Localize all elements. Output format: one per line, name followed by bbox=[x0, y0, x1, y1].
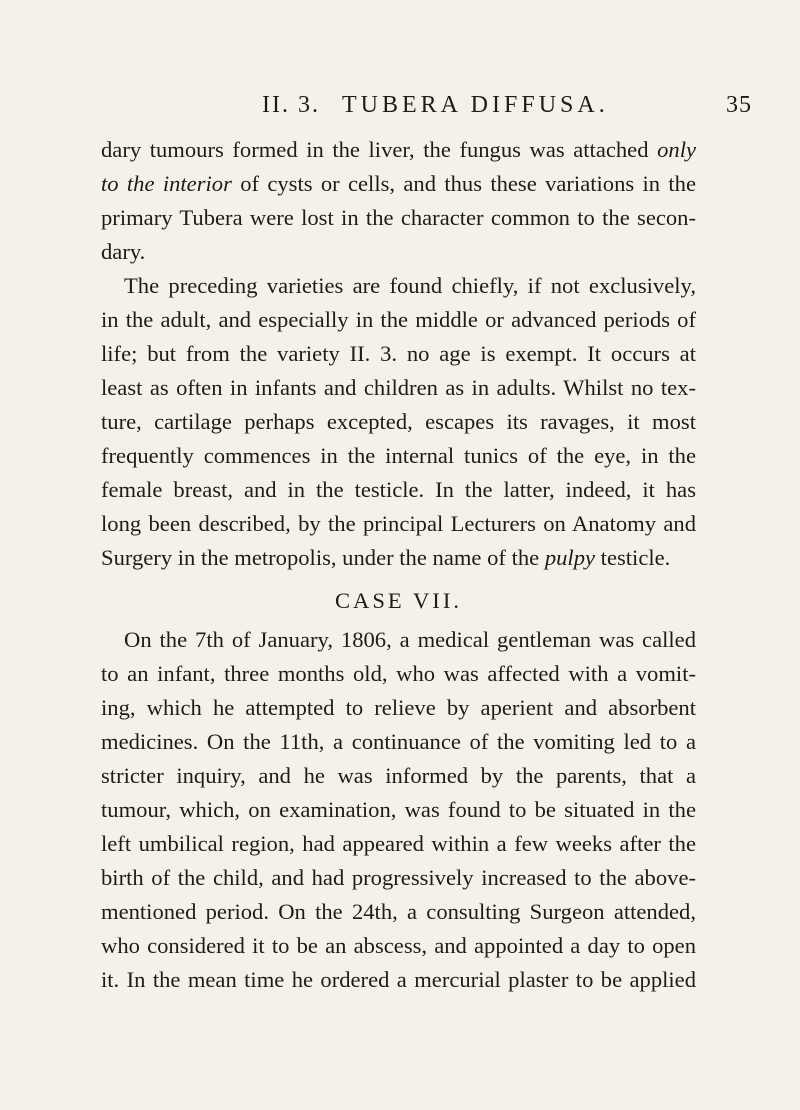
chapter-title: TUBERA DIFFUSA. bbox=[342, 92, 609, 118]
italic-text: pulpy bbox=[544, 545, 596, 570]
text-line bbox=[101, 623, 696, 657]
text-line bbox=[101, 759, 696, 793]
italic-text: only bbox=[657, 137, 696, 162]
line-text: medicines. On the 11th, a continuance of the vomiting led to a bbox=[101, 729, 696, 754]
text-line bbox=[101, 725, 696, 759]
text-line bbox=[101, 507, 696, 541]
line-text: tumour, which, on examination, was found to be situated in the bbox=[101, 797, 696, 822]
line-text: frequently commences in the internal tunics of the eye, in the bbox=[101, 443, 696, 468]
text-line bbox=[101, 473, 696, 507]
text-line bbox=[101, 167, 696, 201]
text-line bbox=[101, 861, 696, 895]
line-text: in the adult, and especially in the middle or advanced periods of bbox=[101, 307, 696, 332]
line-text: long been described, by the principal Lecturers on Anatomy and bbox=[101, 511, 696, 536]
text-line bbox=[101, 895, 696, 929]
line-text: mentioned period. On the 24th, a consulting Surgeon attended, bbox=[101, 899, 696, 924]
line-text-continued: of cysts or cells, and thus these variations in the bbox=[231, 171, 696, 196]
text-line bbox=[101, 235, 696, 269]
line-text: left umbilical region, had appeared within a few weeks after the bbox=[101, 831, 696, 856]
line-text: ture, cartilage perhaps excepted, escapes its ravages, it most bbox=[101, 409, 696, 434]
line-text: dary. bbox=[101, 239, 146, 264]
line-text: On the 7th of January, 1806, a medical gentleman was called bbox=[124, 627, 696, 652]
text-line bbox=[101, 405, 696, 439]
line-text: birth of the child, and had progressively increased to the above- bbox=[101, 865, 696, 890]
text-line bbox=[101, 929, 696, 963]
line-text: to an infant, three months old, who was affected with a vomit- bbox=[101, 661, 696, 686]
italic-text: to the interior bbox=[101, 171, 232, 196]
text-line bbox=[101, 793, 696, 827]
text-line bbox=[101, 657, 696, 691]
body-text bbox=[101, 133, 696, 997]
line-text: who considered it to be an abscess, and appointed a day to open bbox=[101, 933, 696, 958]
text-line bbox=[101, 303, 696, 337]
text-line bbox=[101, 269, 696, 303]
text-line bbox=[101, 439, 696, 473]
running-head bbox=[262, 92, 752, 132]
line-text: stricter inquiry, and he was informed by the parents, that a bbox=[101, 763, 696, 788]
text-line bbox=[101, 201, 696, 235]
line-text: female breast, and in the testicle. In the latter, indeed, it has bbox=[101, 477, 696, 502]
case-heading bbox=[101, 584, 696, 618]
text-line bbox=[101, 371, 696, 405]
text-line bbox=[101, 963, 696, 997]
line-text-continued: testicle. bbox=[595, 545, 671, 570]
line-text: it. In the mean time he ordered a mercurial plaster to be applied bbox=[101, 967, 696, 992]
line-text: ing, which he attempted to relieve by aperient and absorbent bbox=[101, 695, 696, 720]
line-text: least as often in infants and children as in adults. Whilst no tex- bbox=[101, 375, 696, 400]
section-number: II. 3. bbox=[262, 92, 320, 118]
text-line bbox=[101, 827, 696, 861]
line-text: life; but from the variety II. 3. no age is exempt. It occurs at bbox=[101, 341, 696, 366]
text-line bbox=[101, 337, 696, 371]
text-line bbox=[101, 541, 696, 575]
line-text: Surgery in the metropolis, under the name of the bbox=[101, 545, 545, 570]
line-text: dary tumours formed in the liver, the fungus was attached bbox=[101, 137, 658, 162]
line-text: CASE VII. bbox=[334, 588, 462, 613]
text-line bbox=[101, 691, 696, 725]
line-text: The preceding varieties are found chiefly, if not exclusively, bbox=[124, 273, 696, 298]
text-line bbox=[101, 133, 696, 167]
page-number: 35 bbox=[726, 92, 752, 118]
line-text: primary Tubera were lost in the character common to the secon- bbox=[101, 205, 696, 230]
